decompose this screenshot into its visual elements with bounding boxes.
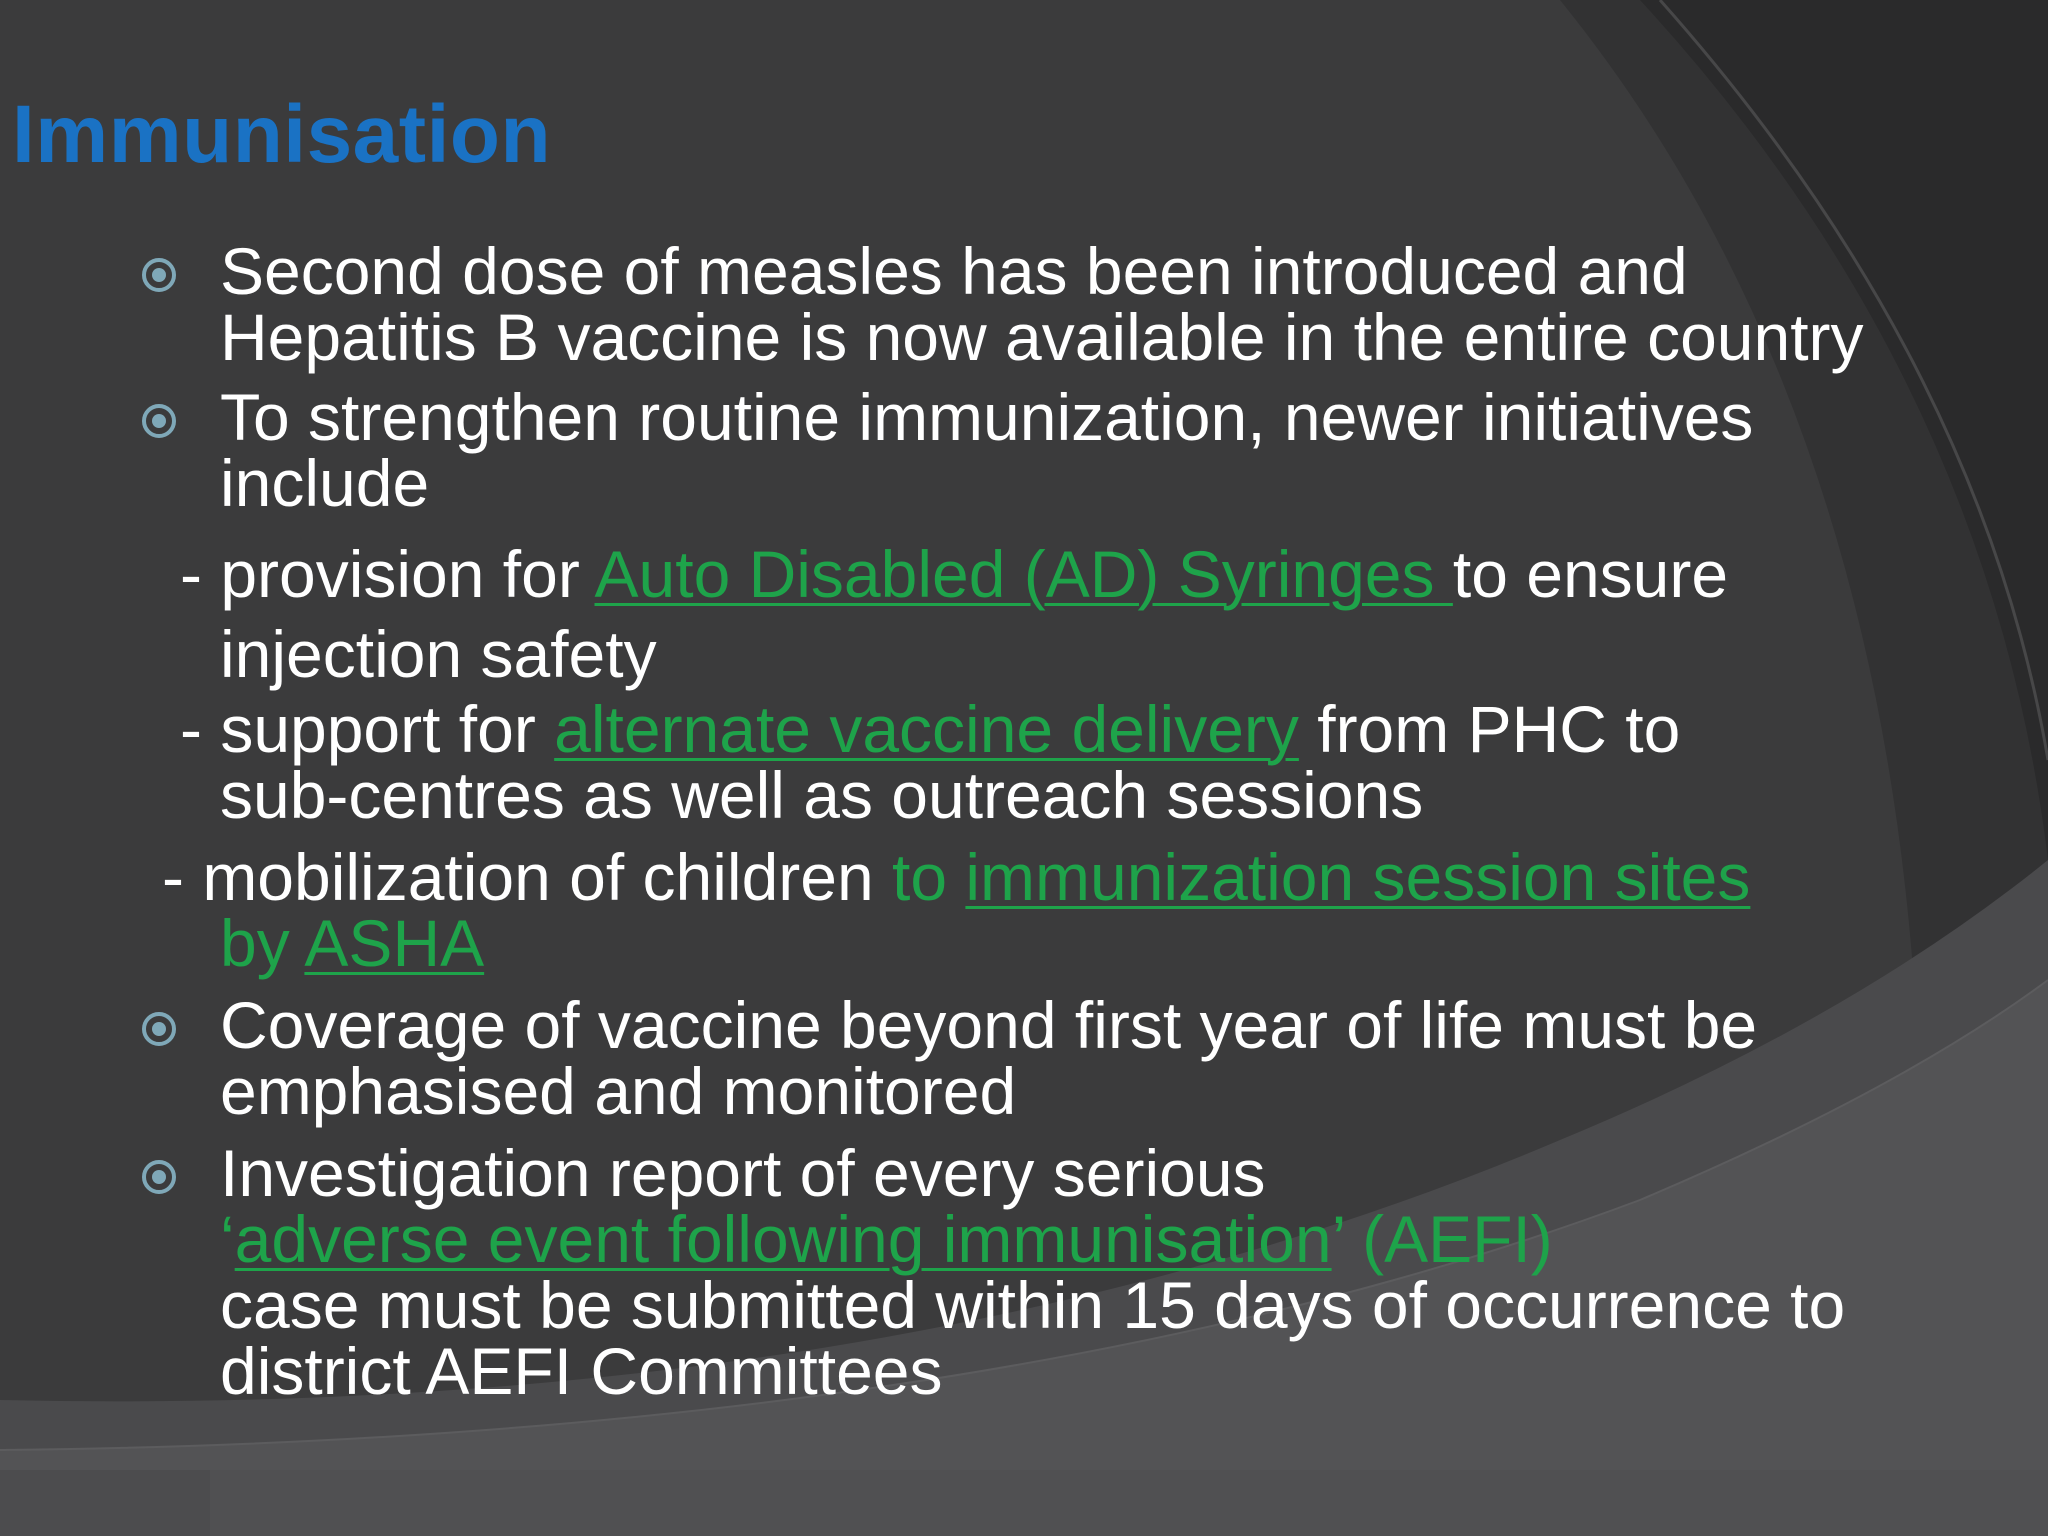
slide-title: Immunisation	[12, 89, 552, 180]
sub-item-prefix: - provision for	[180, 537, 595, 611]
sub-item-line: sub-centres as well as outreach sessions	[220, 758, 1424, 832]
bullet-text-line: case must be submitted within 15 days of occurrence to	[220, 1268, 1846, 1342]
circled-dot-icon	[140, 1158, 178, 1196]
quote-open: ‘	[220, 1202, 235, 1276]
aefi-link[interactable]: adverse event following immunisation	[234, 1202, 1332, 1276]
bullet-text-line: district AEFI Committees	[220, 1334, 943, 1408]
bullet-item-coverage	[0, 988, 2000, 1128]
sub-item-line	[0, 906, 2000, 980]
circled-dot-icon	[140, 1010, 178, 1048]
bullet-text-line: To strengthen routine immunization, newer initiatives	[220, 380, 1754, 454]
slide-body	[0, 234, 2000, 1408]
sub-item-prefix: - support for	[180, 692, 555, 766]
sub-item-line	[0, 692, 2000, 766]
immunization-session-sites-link[interactable]: immunization session sites	[965, 840, 1751, 914]
sub-item-suffix: to ensure	[1452, 537, 1729, 611]
sub-item-mobilization	[0, 840, 2000, 980]
ad-syringes-link[interactable]: Auto Disabled (AD) Syringes	[594, 537, 1453, 611]
circled-dot-icon	[140, 256, 178, 294]
bullet-text-line: Investigation report of every serious	[220, 1136, 1266, 1210]
bullet-text-line: Coverage of vaccine beyond first year of life must be	[220, 988, 1758, 1062]
bullet-item-initiatives	[0, 380, 2000, 520]
bullet-text-line: include	[220, 446, 430, 520]
sub-item-green-text: to	[892, 840, 966, 914]
sub-item-line	[0, 840, 2000, 914]
bullet-text-line: Hepatitis B vaccine is now available in the entire country	[220, 300, 1864, 374]
bullet-text-line: Second dose of measles has been introduced and	[220, 234, 1688, 308]
sub-item-vaccine-delivery	[0, 692, 2000, 832]
sub-item-suffix: from PHC to	[1298, 692, 1681, 766]
sub-item-green-text: by	[220, 906, 305, 980]
circled-dot-icon	[140, 402, 178, 440]
sub-item-line: injection safety	[220, 617, 657, 691]
quote-close: ’ (AEFI)	[1331, 1202, 1553, 1276]
alternate-vaccine-delivery-link[interactable]: alternate vaccine delivery	[554, 692, 1299, 766]
sub-item-ad-syringes	[0, 534, 2000, 694]
bullet-text-line: emphasised and monitored	[220, 1054, 1017, 1128]
sub-item-prefix: - mobilization of children	[162, 840, 892, 914]
bullet-text-line	[220, 1202, 2000, 1276]
sub-item-line	[0, 534, 2000, 614]
asha-link[interactable]: ASHA	[304, 906, 485, 980]
bullet-item-aefi	[0, 1136, 2000, 1408]
bullet-item-measles	[0, 234, 2000, 374]
